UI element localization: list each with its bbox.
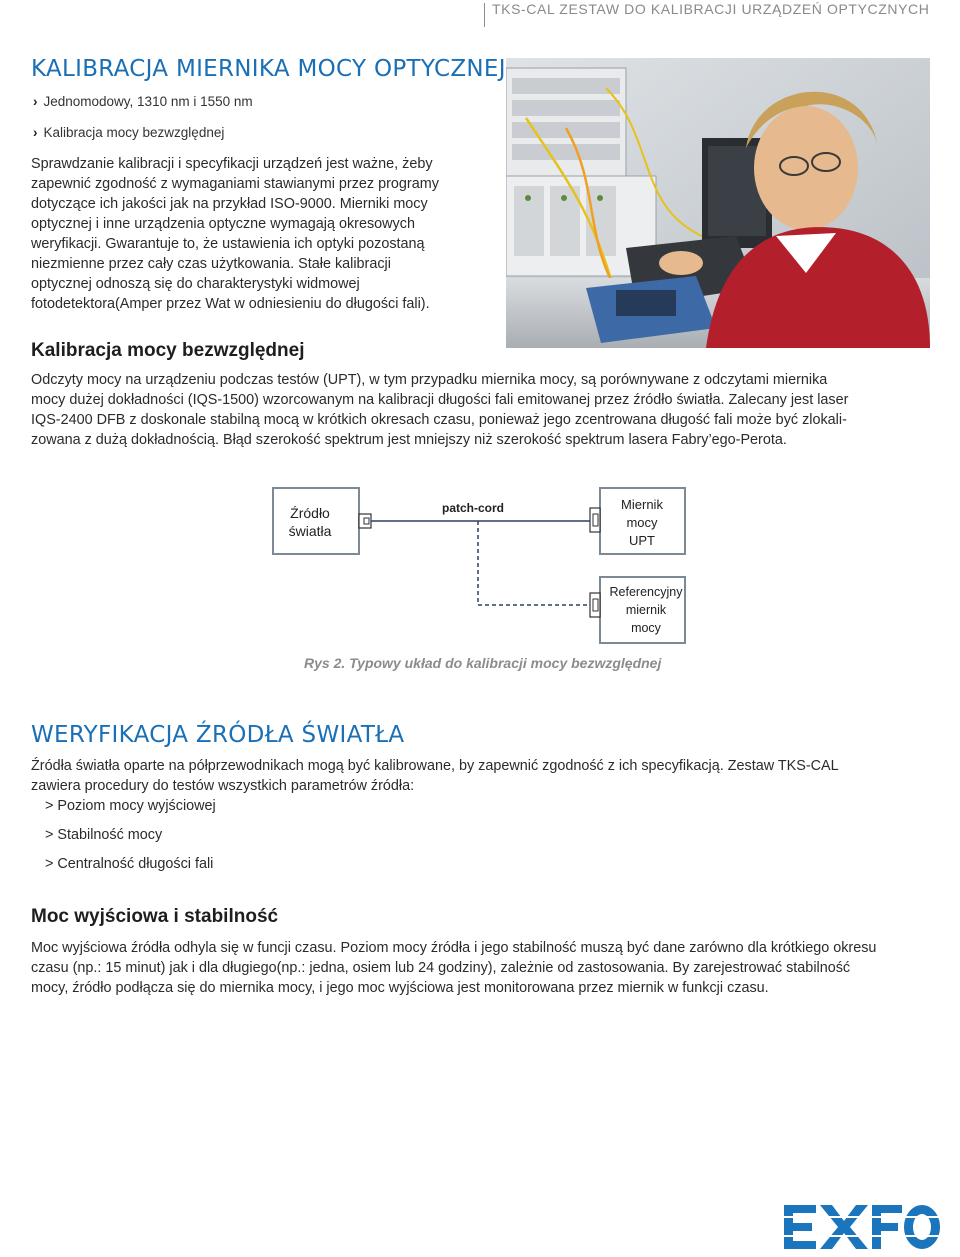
heading-output-power: Moc wyjściowa i stabilność [31,906,279,927]
section1-paragraph: Sprawdzanie kalibracji i specyfikacji urządzeń jest ważne, żeby zapewnić zgodność z wymaganiami stawianymi przez programy dotyczące ich jakości jak na przykład ISO-9000. Mierniki mocy optycznej i inne urządzenia optyczne wymagają okresowych weryfikacji. Gwarantuje to, że ustawienia ich optyki pozostaną niezmienne przez cały czas użytkowania. Stałe kalibracji optycznej odnoszą się do charakterystyki widmowej fotodetektora(Amper przez Wat w odniesieniu do długości fali). [31,156,439,312]
exfo-logo [782,1201,942,1253]
section-title-light-source: WERYFIKACJA ŹRÓDŁA ŚWIATŁA [31,722,405,748]
source-label-1: Źródło [290,505,330,521]
ref-label-1: Referencyjny [609,585,683,599]
ref-label-2: miernik [625,603,667,617]
list-item: > Poziom mocy wyjściowej [45,798,216,814]
section2-paragraph: Odczyty mocy na urządzeniu podczas testów (UPT), w tym przypadku miernika mocy, są porównywane z odczytami miernika mocy dużej dokładności (IQS-1500) wzorcowanym na kalibracji długości fali emitowanej przez źródło światła. Zalecany jest laser IQS-2400 DFB z doskonale stabilną mocą w krótkich okresach czasu, ponieważ jego zcentrowana długość fali może być zlokali- zowana z dużą dokładnością. Błąd szerokość spektrum jest mniejszy niż szerokość spektrum lasera Fabry’ego-Perota. [31,372,849,448]
ref-label-3: mocy [631,621,661,635]
page-header-title: TKS-CAL ZESTAW DO KALIBRACJI URZĄDZEŃ OPTYCZNYCH [492,1,930,17]
section3-paragraph: Źródła światła oparte na półprzewodnikach mogą być kalibrowane, by zapewnić zgodność z ich specyfikacją. Zestaw TKS-CAL zawiera procedury do testów wszystkich parametrów źródła: [31,758,839,794]
source-box [273,488,359,554]
calibration-setup-diagram [260,480,700,655]
chevron-right-icon: › [33,94,38,109]
heading-absolute-power: Kalibracja mocy bezwzględnej [31,340,305,361]
upt-label-2: mocy [626,515,658,530]
list-item: > Centralność długości fali [45,856,214,872]
upt-label-3: UPT [629,533,655,548]
chevron-right-icon: › [33,125,38,140]
section4-paragraph: Moc wyjściowa źródła odhyla się w funcji czasu. Poziom mocy źródła i jego stabilność muszą być dane zarówno dla krótkiego okresu czasu (np.: 15 minut) jak i dla długiego(np.: jedna, osiem lub 24 godziny), zależnie od zastosowania. By zarejestrować stabilność mocy, źródło podłącza się do miernika mocy, i jego moc wyjściowa jest monitorowana przez miernik w funkcji czasu. [31,940,877,996]
figure-caption: Rys 2. Typowy układ do kalibracji mocy bezwzględnej [304,655,662,671]
header-divider [484,3,485,27]
source-label-2: światła [288,523,332,539]
lab-technician-photo [506,58,930,348]
upt-label-1: Miernik [621,497,663,512]
section-title-calibration: KALIBRACJA MIERNIKA MOCY OPTYCZNEJ [31,56,506,82]
bullet-item: › Kalibracja mocy bezwzględnej [33,125,225,140]
patch-cord-label: patch-cord [441,501,505,515]
list-item: > Stabilność mocy [45,827,163,843]
bullet-item: › Jednomodowy, 1310 nm i 1550 nm [33,94,253,109]
